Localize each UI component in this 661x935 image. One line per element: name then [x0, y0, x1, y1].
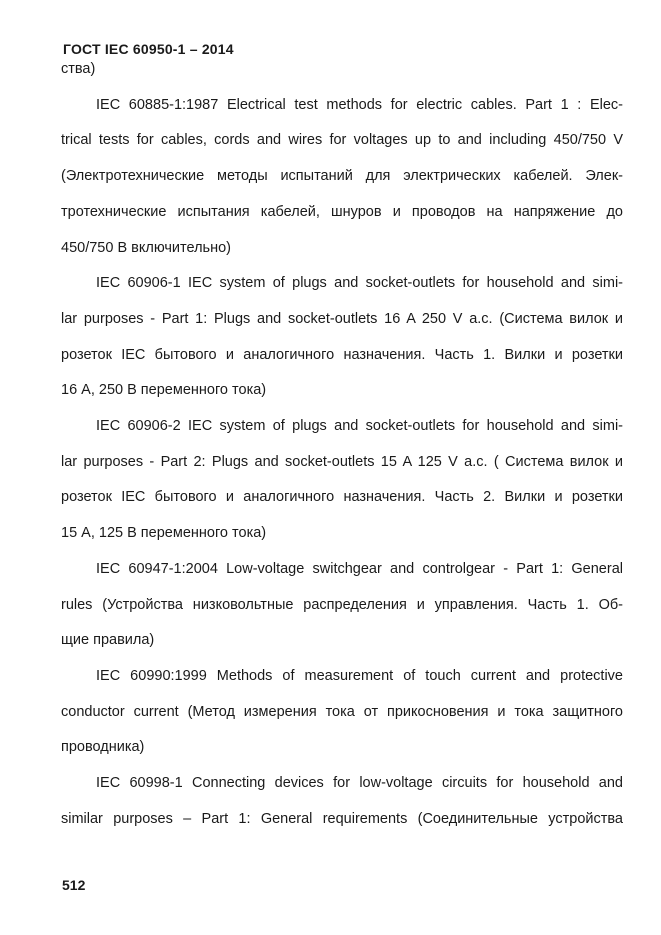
text-line: 15 А, 125 В переменного тока)	[61, 525, 267, 542]
text-line: lar purposes - Part 1: Plugs and socket-outlets 16 A 250 V a.c. (Система вилок и	[61, 310, 623, 327]
text-line: проводника)	[61, 739, 145, 756]
text-line: ства)	[61, 61, 96, 77]
paragraph-first-line: IEC 60998-1 Connecting devices for low-voltage circuits for household and	[96, 775, 623, 791]
paragraph-first-line: IEC 60906-1 IEC system of plugs and socket-outlets for household and simi-	[96, 275, 623, 292]
text-line: similar purposes – Part 1: General requirements (Соединительные устройства	[61, 810, 623, 827]
paragraph-first-line: IEC 60990:1999 Methods of measurement of touch current and protective	[96, 667, 623, 684]
text-line: trical tests for cables, cords and wires for voltages up to and including 450/750 V	[61, 132, 623, 149]
text-line: щие правила)	[61, 632, 155, 649]
text-line: conductor current (Метод измерения тока от прикосновения и тока защитного	[61, 703, 623, 720]
text-line: 450/750 В включительно)	[61, 239, 231, 256]
text-line: тротехнические испытания кабелей, шнуров и проводов на напряжение до	[61, 203, 623, 220]
text-line: розеток IEC бытового и аналогичного назначения. Часть 2. Вилки и розетки	[61, 489, 623, 506]
text-line: розеток IEC бытового и аналогичного назначения. Часть 1. Вилки и розетки	[61, 346, 623, 363]
document-header: ГОСТ IEC 60950-1 – 2014	[63, 41, 234, 57]
page-number: 512	[62, 877, 86, 893]
text-line: lar purposes - Part 2: Plugs and socket-outlets 15 A 125 V a.c. ( Система вилок и	[61, 453, 623, 470]
text-line: (Электротехнические методы испытаний для электрических кабелей. Элек-	[61, 168, 623, 185]
text-line: rules (Устройства низковольтные распределения и управления. Часть 1. Об-	[61, 596, 623, 613]
paragraph-first-line: IEC 60885-1:1987 Electrical test methods for electric cables. Part 1 : Elec-	[96, 96, 623, 113]
paragraph-first-line: IEC 60947-1:2004 Low-voltage switchgear and controlgear - Part 1: General	[96, 560, 623, 577]
text-line: 16 А, 250 В переменного тока)	[61, 382, 267, 399]
paragraph-first-line: IEC 60906-2 IEC system of plugs and socket-outlets for household and simi-	[96, 418, 623, 434]
